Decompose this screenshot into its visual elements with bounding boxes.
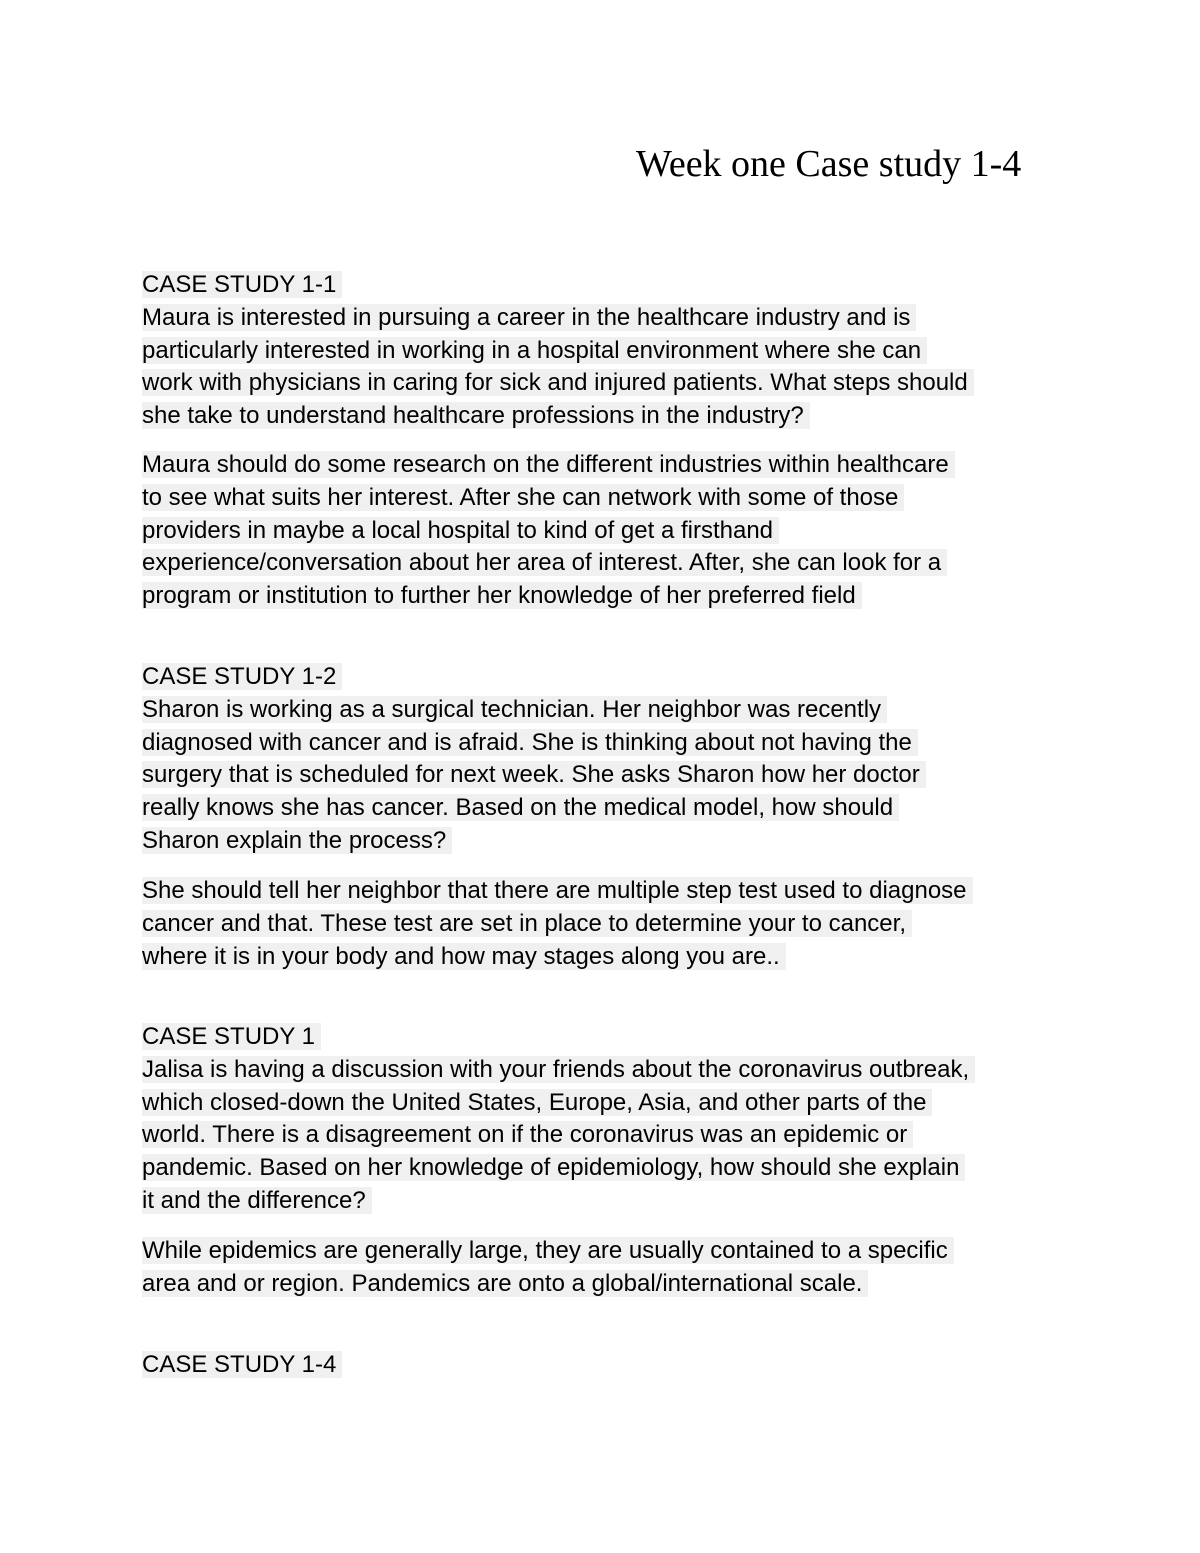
answer-line: providers in maybe a local hospital to kind of get a firsthand [142,515,1072,548]
question-line: pandemic. Based on her knowledge of epidemiology, how should she explain [142,1152,1072,1185]
question-line: Sharon explain the process? [142,825,1072,858]
answer-line: where it is in your body and how may stages along you are.. [142,941,1072,974]
section-heading: CASE STUDY 1-2 [142,661,1072,694]
case-study-1-answer [142,1235,1072,1301]
case-study-1-4 [142,1349,1072,1382]
question-line: really knows she has cancer. Based on the medical model, how should [142,792,1072,825]
answer-line: to see what suits her interest. After she can network with some of those [142,482,1072,515]
answer-line: While epidemics are generally large, they are usually contained to a specific [142,1235,1072,1268]
answer-line: She should tell her neighbor that there are multiple step test used to diagnose [142,875,1072,908]
case-study-1-1-answer [142,449,1072,613]
question-line: it and the difference? [142,1185,1072,1218]
answer-line: program or institution to further her knowledge of her preferred field [142,580,1072,613]
question-line: world. There is a disagreement on if the coronavirus was an epidemic or [142,1119,1072,1152]
answer-line: Maura should do some research on the different industries within healthcare [142,449,1072,482]
section-heading: CASE STUDY 1-4 [142,1349,1072,1382]
answer-line: experience/conversation about her area of interest. After, she can look for a [142,547,1072,580]
section-heading: CASE STUDY 1-1 [142,269,1072,302]
case-study-1-2 [142,661,1072,858]
question-line: surgery that is scheduled for next week. She asks Sharon how her doctor [142,759,1072,792]
question-line: work with physicians in caring for sick and injured patients. What steps should [142,367,1072,400]
document-title: Week one Case study 1-4 [636,143,1022,185]
question-line: diagnosed with cancer and is afraid. She is thinking about not having the [142,727,1072,760]
question-line: Jalisa is having a discussion with your friends about the coronavirus outbreak, [142,1054,1072,1087]
section-heading: CASE STUDY 1 [142,1021,1072,1054]
question-line: Maura is interested in pursuing a career in the healthcare industry and is [142,302,1072,335]
case-study-1-2-answer [142,875,1072,973]
question-line: particularly interested in working in a hospital environment where she can [142,335,1072,368]
question-line: she take to understand healthcare professions in the industry? [142,400,1072,433]
case-study-1-1 [142,269,1072,433]
case-study-1 [142,1021,1072,1218]
question-line: Sharon is working as a surgical technician. Her neighbor was recently [142,694,1072,727]
question-line: which closed-down the United States, Europe, Asia, and other parts of the [142,1087,1072,1120]
answer-line: area and or region. Pandemics are onto a global/international scale. [142,1268,1072,1301]
answer-line: cancer and that. These test are set in place to determine your to cancer, [142,908,1072,941]
